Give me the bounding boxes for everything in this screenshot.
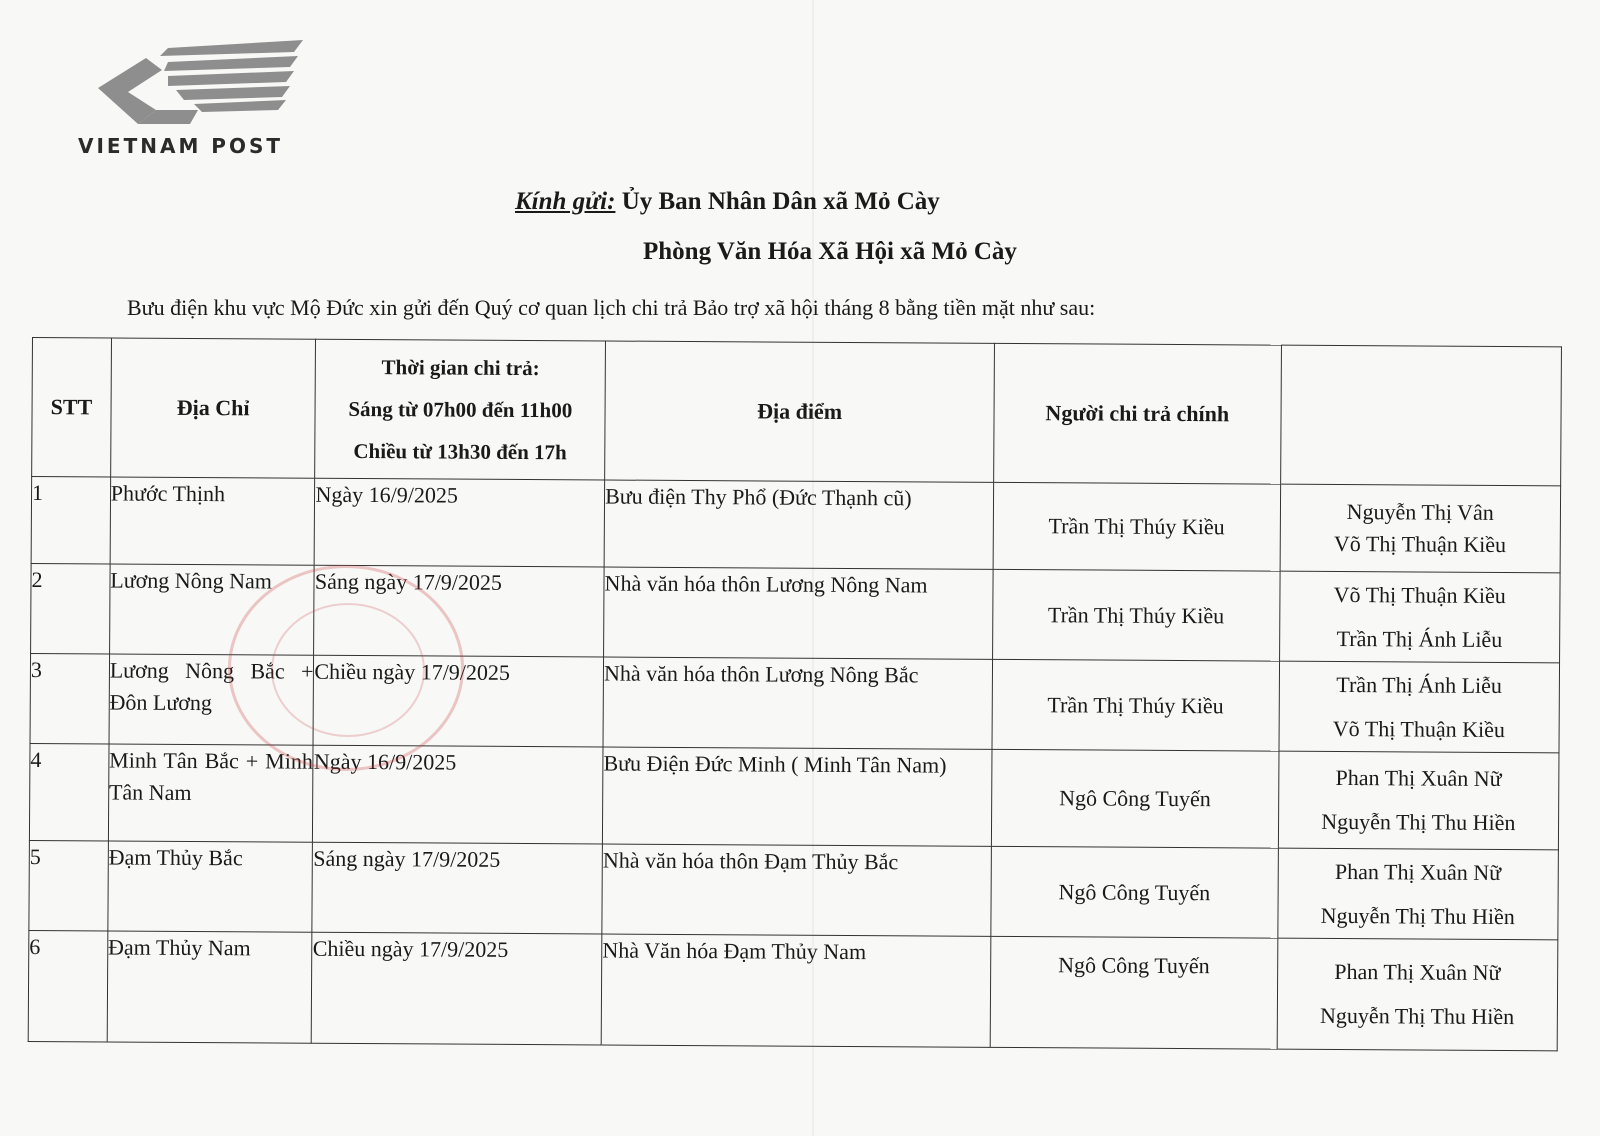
cell-stt: 5 xyxy=(29,840,108,930)
cell-assistants xyxy=(1278,751,1559,850)
cell-assistant-1: Phan Thị Xuân Nữ xyxy=(1334,858,1502,885)
cell-address: Lương Nông Nam xyxy=(109,564,314,655)
header-address: Địa Chỉ xyxy=(110,338,316,478)
cell-stt: 4 xyxy=(29,743,108,840)
cell-assistants xyxy=(1277,938,1558,1051)
table-header-row xyxy=(32,338,1562,486)
cell-location: Nhà văn hóa thôn Đạm Thủy Bắc xyxy=(602,844,991,936)
cell-time: Ngày 16/9/2025 xyxy=(313,745,603,844)
header-time-line2: Sáng từ 07h00 đến 11h00 xyxy=(348,396,573,423)
cell-time: Chiều ngày 17/9/2025 xyxy=(313,655,603,747)
cell-main-payer: Trần Thị Thúy Kiều xyxy=(993,482,1280,571)
intro-paragraph: Bưu điện khu vực Mộ Đức xin gửi đến Quý cơ quan lịch chi trả Bảo trợ xã hội tháng 8 bằng tiền mặt như sau: xyxy=(127,295,1096,320)
cell-assistant-1: Võ Thị Thuận Kiều xyxy=(1333,581,1506,608)
table-row xyxy=(29,743,1559,849)
cell-assistant-2: Trần Thị Ánh Liễu xyxy=(1336,625,1503,652)
cell-location: Nhà Văn hóa Đạm Thủy Nam xyxy=(601,934,991,1047)
header-main-payer: Người chi trả chính xyxy=(994,343,1281,484)
cell-address: Phước Thịnh xyxy=(110,477,315,565)
cell-location: Nhà văn hóa thôn Lương Nông Bắc xyxy=(603,657,992,749)
table-row xyxy=(29,840,1559,939)
addressee-line-1 xyxy=(515,188,940,216)
vietnam-post-logo-icon xyxy=(98,40,303,128)
table-row xyxy=(28,930,1558,1050)
addressee-label: Kính gửi: xyxy=(515,188,616,215)
cell-main-payer: Ngô Công Tuyến xyxy=(991,846,1278,938)
cell-assistants xyxy=(1279,571,1560,663)
cell-stt: 6 xyxy=(28,930,107,1041)
header-time-line3: Chiều từ 13h30 đến 17h xyxy=(353,438,567,465)
cell-address: Lương Nông Bắc + Đôn Lương xyxy=(109,654,314,745)
vietnam-post-logo xyxy=(76,40,336,160)
cell-stt: 1 xyxy=(31,477,110,564)
cell-assistant-1: Nguyễn Thị Vân xyxy=(1346,499,1494,525)
cell-location: Bưu điện Thy Phổ (Đức Thạnh cũ) xyxy=(604,480,993,569)
header-location: Địa điểm xyxy=(605,341,995,482)
cell-assistants xyxy=(1279,661,1560,753)
header-assistants xyxy=(1280,345,1561,486)
cell-main-payer: Trần Thị Thúy Kiều xyxy=(993,569,1280,661)
cell-time: Sáng ngày 17/9/2025 xyxy=(312,842,602,934)
table-row xyxy=(31,477,1561,573)
cell-main-payer: Trần Thị Thúy Kiều xyxy=(992,659,1279,751)
addressee-line-2: Phòng Văn Hóa Xã Hội xã Mỏ Cày xyxy=(643,238,1017,265)
cell-assistant-2: Nguyễn Thị Thu Hiền xyxy=(1320,902,1515,929)
cell-location: Bưu Điện Đức Minh ( Minh Tân Nam) xyxy=(603,747,992,846)
payment-schedule-table xyxy=(28,337,1562,1051)
cell-address: Đạm Thủy Nam xyxy=(107,931,312,1043)
cell-assistants xyxy=(1277,848,1558,940)
cell-stt: 2 xyxy=(31,563,110,653)
cell-assistant-2: Nguyễn Thị Thu Hiền xyxy=(1320,1002,1515,1030)
cell-assistant-1: Phan Thị Xuân Nữ xyxy=(1335,764,1502,791)
header-time-line1: Thời gian chi trả: xyxy=(381,355,540,381)
cell-time: Sáng ngày 17/9/2025 xyxy=(314,565,604,657)
cell-stt: 3 xyxy=(30,653,109,743)
cell-assistant-1: Phan Thị Xuân Nữ xyxy=(1334,958,1501,985)
cell-time: Ngày 16/9/2025 xyxy=(315,478,605,567)
cell-assistant-2: Võ Thị Thuận Kiều xyxy=(1332,715,1506,742)
cell-main-payer: Ngô Công Tuyến xyxy=(991,749,1278,848)
header-time xyxy=(315,339,605,480)
table-row xyxy=(30,653,1560,752)
cell-address: Minh Tân Bắc + Minh Tân Nam xyxy=(108,744,313,842)
cell-time: Chiều ngày 17/9/2025 xyxy=(312,932,602,1045)
cell-assistants xyxy=(1280,484,1561,573)
table-row xyxy=(31,563,1561,662)
cell-main-payer: Ngô Công Tuyến xyxy=(990,936,1277,1049)
cell-assistant-1: Trần Thị Ánh Liễu xyxy=(1336,671,1503,698)
vietnam-post-logo-text: VIETNAM POST xyxy=(78,134,284,158)
cell-assistant-2: Nguyễn Thị Thu Hiền xyxy=(1321,808,1516,836)
cell-location: Nhà văn hóa thôn Lương Nông Nam xyxy=(604,567,993,659)
header-stt: STT xyxy=(32,338,112,477)
addressee-name-1: Ủy Ban Nhân Dân xã Mỏ Cày xyxy=(621,188,940,215)
cell-address: Đạm Thủy Bắc xyxy=(108,841,313,932)
cell-assistant-2: Võ Thị Thuận Kiều xyxy=(1333,530,1507,558)
